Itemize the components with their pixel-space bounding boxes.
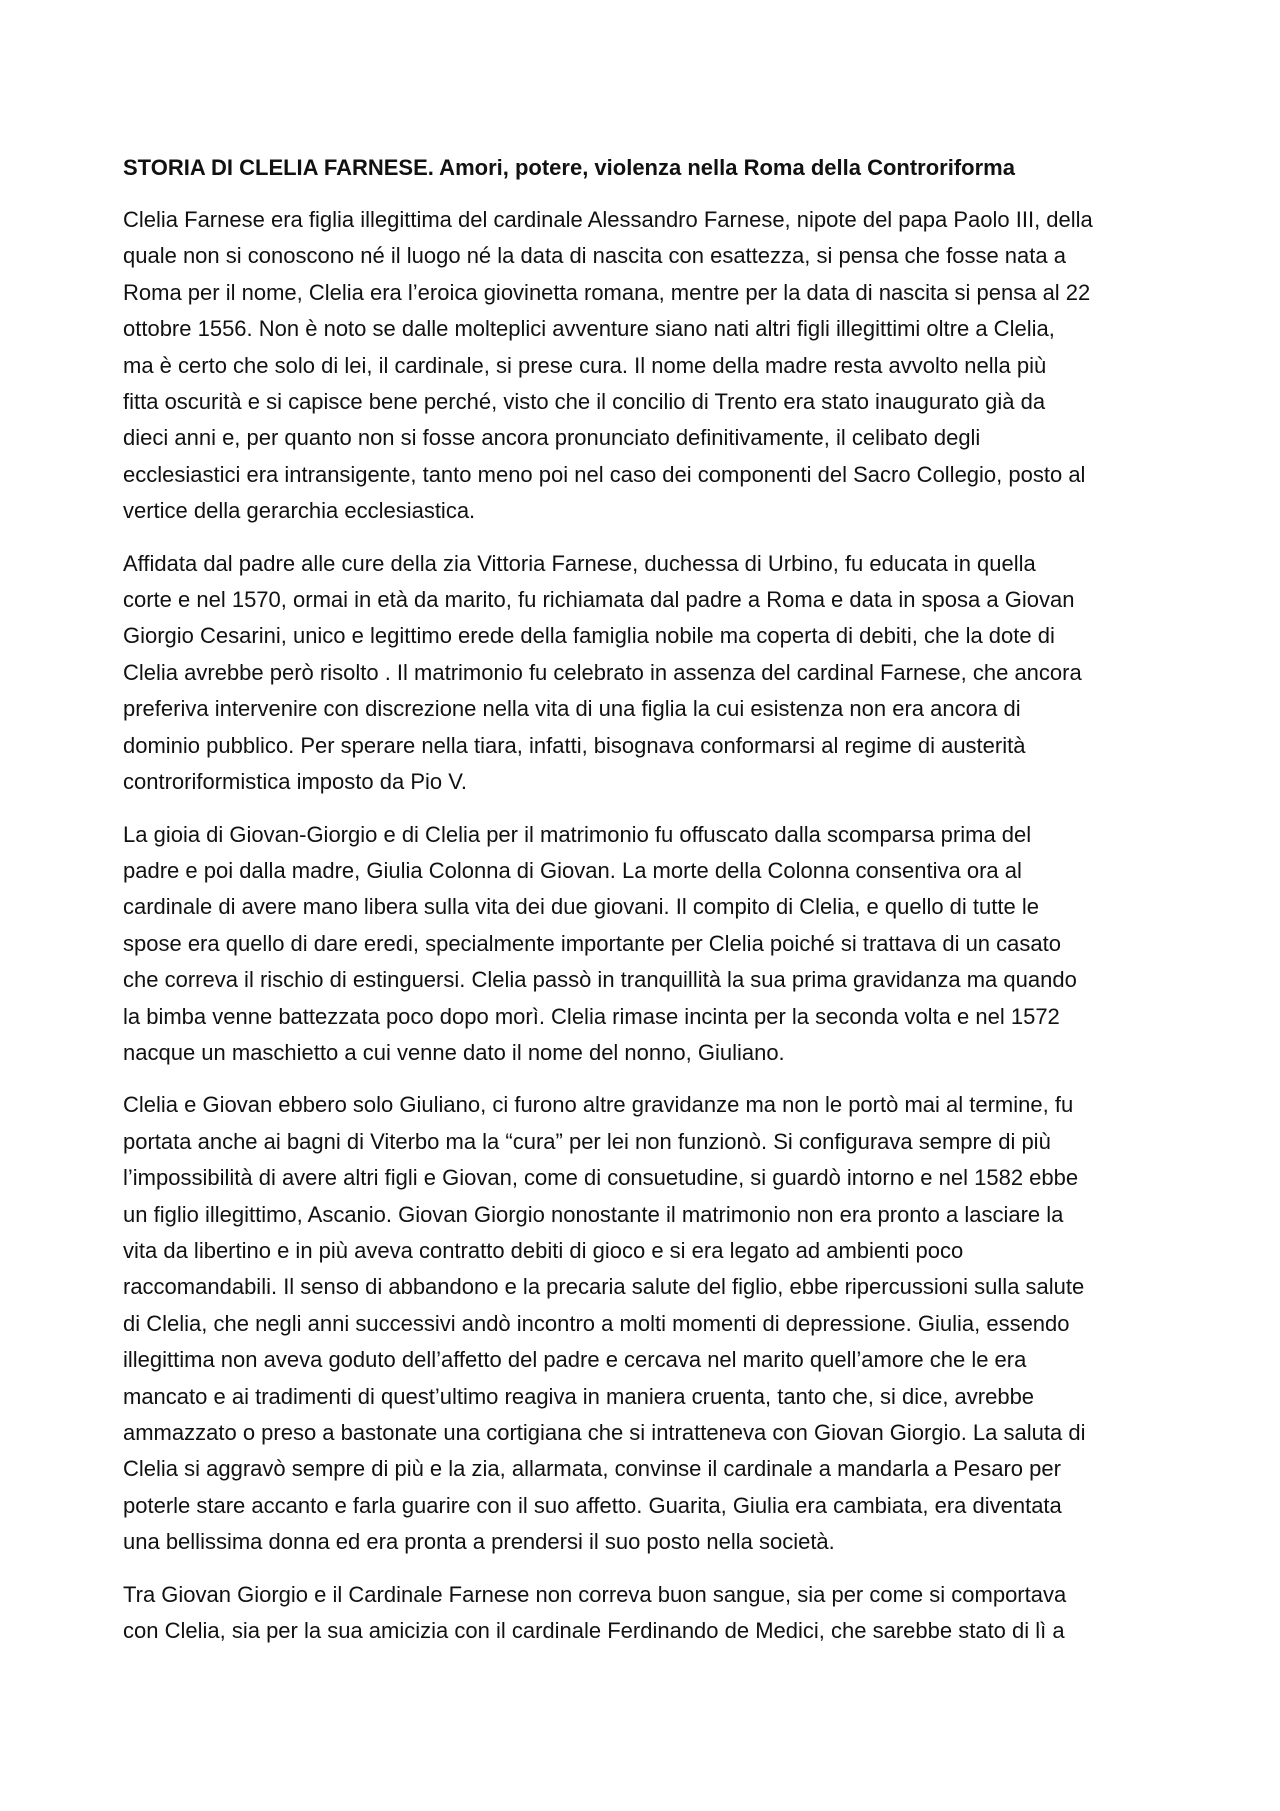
document-body: [123, 150, 1167, 1665]
paragraph-1: Clelia Farnese era figlia illegittima del cardinale Alessandro Farnese, nipote del papa Paolo III, della quale non si conoscono né il luogo né la data di nascita con esattezza, si pensa che fosse nata a Roma per il nome, Clelia era l’eroica giovinetta romana, mentre per la data di nascita si pensa al 22 ottobre 1556. Non è noto se dalle molteplici avventure siano nati altri figli illegittimi oltre a Clelia, ma è certo che solo di lei, il cardinale, si prese cura. Il nome della madre resta avvolto nella più fitta oscurità e si capisce bene perché, visto che il concilio di Trento era stato inaugurato già da dieci anni e, per quanto non si fosse ancora pronunciato definitivamente, il celibato degli ecclesiastici era intransigente, tanto meno poi nel caso dei componenti del Sacro Collegio, posto al vertice della gerarchia ecclesiastica.: [123, 207, 1093, 524]
document-title: STORIA DI CLELIA FARNESE. Amori, potere, violenza nella Roma della Controriforma: [123, 155, 1015, 180]
paragraph-4: Clelia e Giovan ebbero solo Giuliano, ci furono altre gravidanze ma non le portò mai al termine, fu portata anche ai bagni di Viterbo ma la “cura” per lei non funzionò. Si configurava sempre di più l’impossibilità di avere altri figli e Giovan, come di consuetudine, si guardò intorno e nel 1582 ebbe un figlio illegittimo, Ascanio. Giovan Giorgio nonostante il matrimonio non era pronto a lasciare la vita da libertino e in più aveva contratto debiti di gioco e si era legato ad ambienti poco raccomandabili. Il senso di abbandono e la precaria salute del figlio, ebbe ripercussioni sulla salute di Clelia, che negli anni successivi andò incontro a molti momenti di depressione. Giulia, essendo illegittima non aveva goduto dell’affetto del padre e cercava nel marito quell’amore che le era mancato e ai tradimenti di quest’ultimo reagiva in maniera cruenta, tanto che, si dice, avrebbe ammazzato o preso a bastonate una cortigiana che si intratteneva con Giovan Giorgio. La saluta di Clelia si aggravò sempre di più e la zia, allarmata, convinse il cardinale a mandarla a Pesaro per poterle stare accanto e farla guarire con il suo affetto. Guarita, Giulia era cambiata, era diventata una bellissima donna ed era pronta a prendersi il suo posto nella società.: [123, 1092, 1086, 1555]
paragraph-3: La gioia di Giovan-Giorgio e di Clelia per il matrimonio fu offuscato dalla scomparsa prima del padre e poi dalla madre, Giulia Colonna di Giovan. La morte della Colonna consentiva ora al cardinale di avere mano libera sulla vita dei due giovani. Il compito di Clelia, e quello di tutte le spose era quello di dare eredi, specialmente importante per Clelia poiché si trattava di un casato che correva il rischio di estinguersi. Clelia passò in tranquillità la sua prima gravidanza ma quando la bimba venne battezzata poco dopo morì. Clelia rimase incinta per la seconda volta e nel 1572 nacque un maschietto a cui venne dato il nome del nonno, Giuliano.: [123, 821, 1077, 1065]
paragraph-2: Affidata dal padre alle cure della zia Vittoria Farnese, duchessa di Urbino, fu educata in quella corte e nel 1570, ormai in età da marito, fu richiamata dal padre a Roma e data in sposa a Giovan Giorgio Cesarini, unico e legittimo erede della famiglia nobile ma coperta di debiti, che la dote di Clelia avrebbe però risolto . Il matrimonio fu celebrato in assenza del cardinal Farnese, che ancora preferiva intervenire con discrezione nella vita di una figlia la cui esistenza non era ancora di dominio pubblico. Per sperare nella tiara, infatti, bisognava conformarsi al regime di austerità controriformistica imposto da Pio V.: [123, 550, 1082, 795]
paragraph-5: Tra Giovan Giorgio e il Cardinale Farnese non correva buon sangue, sia per come si comportava con Clelia, sia per la sua amicizia con il cardinale Ferdinando de Medici, che sarebbe stato di lì a: [123, 1581, 1067, 1644]
